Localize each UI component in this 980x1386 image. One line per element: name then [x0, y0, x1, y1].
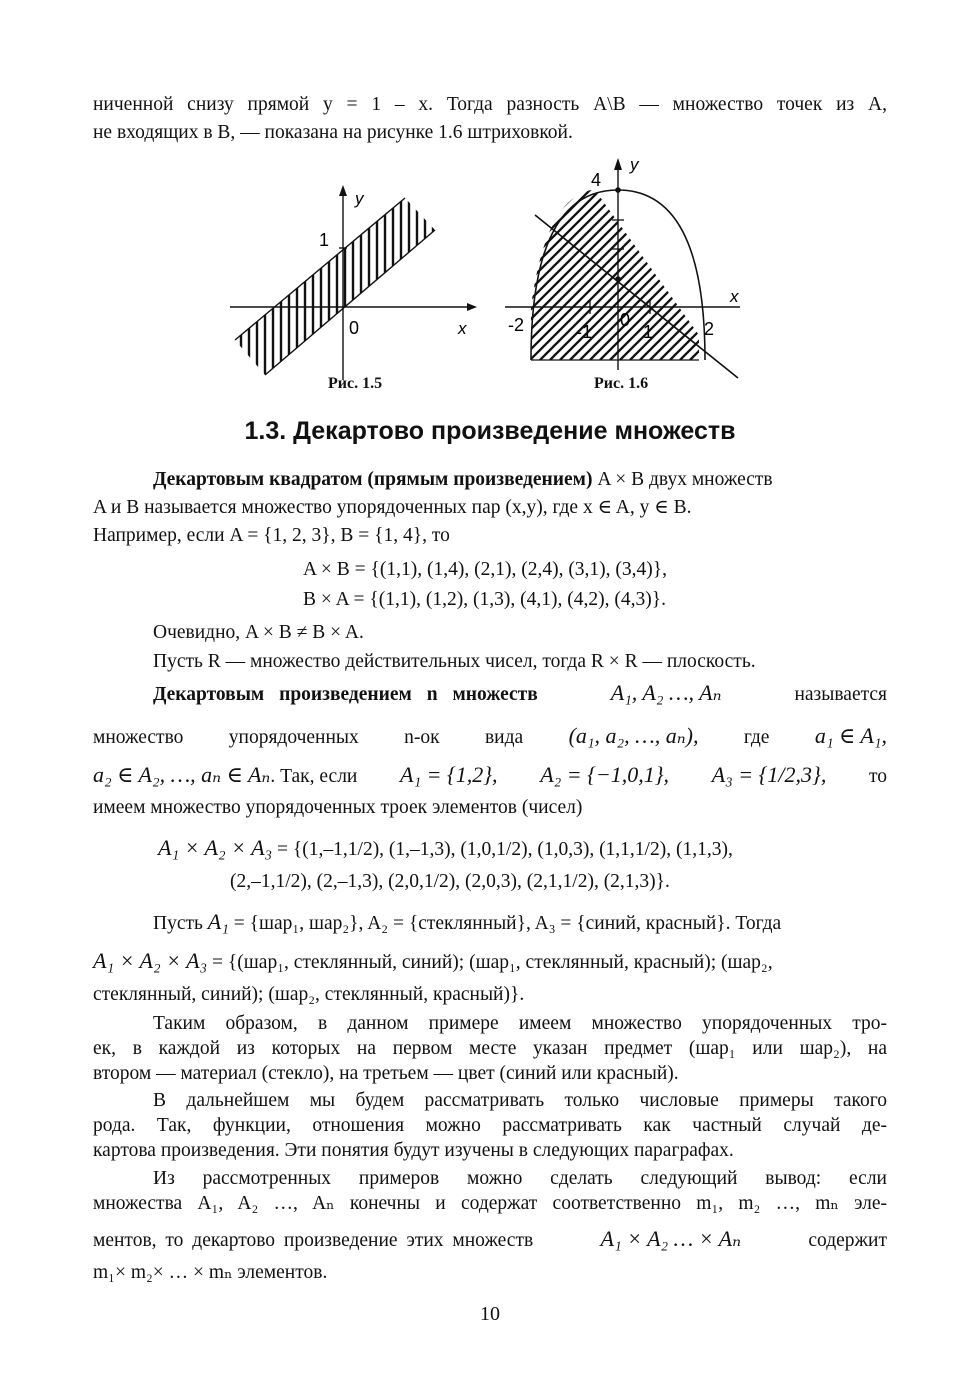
- p5-line-1: [153, 909, 887, 937]
- p4-line-3: [93, 762, 887, 790]
- fig16-origin-label: 0: [620, 310, 631, 330]
- p8-line-3: [93, 1226, 887, 1254]
- fig15-caption: Рис. 1.5: [328, 375, 383, 392]
- fig16-top-label: 4: [591, 170, 602, 190]
- p4-word-d: вида: [484, 727, 524, 748]
- fig16-pos2-label: 2: [704, 319, 715, 339]
- p4-member-1: a₁ ∈ A₁,: [814, 723, 887, 748]
- p1-eq-2: B × A = {(1,1), (1,2), (1,3), (4,1), (4,2), (4,3)}.: [303, 589, 666, 610]
- p6-line-3: втором — материал (стекло), на третьем — цвет (синий или красный).: [93, 1063, 679, 1084]
- p6-line-2: ек, в каждой из которых на первом месте указан предмет (шар₁ или шар₂), на: [93, 1038, 887, 1059]
- p4-line-2: [93, 723, 887, 751]
- p4-set-a3: A₃ = {1/2,3},: [711, 762, 827, 787]
- fig16-caption: Рис. 1.6: [594, 375, 649, 392]
- p4-word-b: упорядоченных: [228, 727, 359, 748]
- p4-word-c: n-ок: [404, 727, 440, 748]
- p4-product: A₁ × A₂ × A₃: [158, 835, 273, 860]
- fig16-pos1-label: 1: [643, 322, 654, 342]
- figure-1-5: [225, 180, 485, 380]
- fig15-origin-label: 0: [349, 318, 360, 338]
- p4-bold-term: Декартовым произведением n множеств: [153, 684, 538, 705]
- p5-product: A₁ × A₂ × A₃: [93, 948, 208, 973]
- p4-then: то: [868, 766, 887, 787]
- p8-line-2: множества A₁, A₂ …, Aₙ конечны и содержат соответственно m₁, m₂ …, mₙ эле-: [93, 1193, 887, 1214]
- p4-eq-1: [158, 835, 858, 863]
- p5-let: Пусть: [153, 913, 203, 934]
- p4-set-a1: A₁ = {1,2},: [400, 762, 498, 787]
- fig16-neg1-label: -1: [576, 322, 593, 342]
- p4-eq-1-text: = {(1,–1,1/2), (1,–1,3), (1,0,1/2), (1,0,3), (1,1,1/2), (1,1,3),: [272, 839, 733, 860]
- p7-line-3: картова произведения. Эти понятия будут изучены в следующих параграфах.: [93, 1140, 734, 1161]
- fig16-neg2-label: -2: [508, 315, 525, 335]
- p5-line-2-rest: = {(шар₁, стеклянный, синий); (шар₁, стеклянный, красный); (шар₂,: [207, 952, 773, 973]
- p1-line-2: A и B называется множество упорядоченных пар (x,y), где x ∈ A, y ∈ B.: [93, 497, 692, 518]
- p4-line-4: имеем множество упорядоченных троек элементов (чисел): [93, 797, 583, 818]
- p7-line-1: В дальнейшем мы будем рассматривать только числовые примеры такого: [153, 1090, 887, 1111]
- p7-line-2: рода. Так, функции, отношения можно рассматривать как частный случай де-: [93, 1115, 887, 1136]
- fig15-tick-label: 1: [319, 230, 330, 250]
- p4-if: . Так, если: [270, 766, 358, 787]
- fig15-x-label: x: [458, 319, 467, 338]
- p4-line-1: [153, 680, 887, 708]
- p1-line-3: Например, если A = {1, 2, 3}, B = {1, 4}, то: [93, 525, 450, 546]
- p4-members: a₂ ∈ A₂, …, aₙ ∈ Aₙ: [93, 762, 271, 787]
- p1-line-1-rest: A × B двух множеств: [592, 469, 773, 490]
- p4-tuple: (a₁, a₂, …, aₙ),: [568, 723, 699, 748]
- p5-line-2: [93, 948, 887, 976]
- fig16-y-label: y: [630, 155, 639, 174]
- p5-a1: A₁: [207, 909, 229, 934]
- intro-line-1: ниченной снизу прямой y = 1 – x. Тогда разность A\B — множество точек из A,: [93, 94, 887, 115]
- p4-sets: A₁, A₂ …, Aₙ: [610, 680, 722, 705]
- fig16-x-label: x: [730, 287, 739, 306]
- p4-word-a: множество: [93, 727, 184, 748]
- p1-eq-1: A × B = {(1,1), (1,4), (2,1), (2,4), (3,1), (3,4)},: [303, 559, 668, 580]
- p5-line-1-rest: = {шар₁, шар₂}, A₂ = {стеклянный}, A₃ = {синий, красный}. Тогда: [228, 913, 782, 934]
- p4-line-1-end: называется: [794, 684, 887, 705]
- p1-line-1: [153, 467, 887, 493]
- p4-word-e: где: [743, 727, 770, 748]
- p3-line: Пусть R — множество действительных чисел, тогда R × R — плоскость.: [153, 651, 756, 672]
- p8-line-4: m₁× m₂× … × mₙ элементов.: [93, 1262, 328, 1283]
- p6-line-1: Таким образом, в данном примере имеем множество упорядоченных тро-: [153, 1013, 887, 1034]
- figure-1-6: [500, 150, 760, 385]
- p4-eq-2: (2,–1,1/2), (2,–1,3), (2,0,1/2), (2,0,3), (2,1,1/2), (2,1,3)}.: [230, 871, 670, 892]
- fig15-y-label: y: [355, 189, 364, 208]
- p2-line: Очевидно, A × B ≠ B × A.: [153, 622, 364, 643]
- p8-line-1: Из рассмотренных примеров можно сделать следующий вывод: если: [153, 1168, 887, 1189]
- p4-set-a2: A₂ = {−1,0,1},: [540, 762, 670, 787]
- p8-line-3-text: ментов, то декартово произведение этих множеств: [93, 1230, 534, 1251]
- p5-line-3: стеклянный, синий); (шар₂, стеклянный, красный)}.: [93, 984, 525, 1005]
- intro-line-2: не входящих в B, — показана на рисунке 1.6 штриховкой.: [93, 122, 573, 143]
- p8-product: A₁ × A₂ … × Aₙ: [600, 1226, 742, 1251]
- section-title: 1.3. Декартово произведение множеств: [244, 417, 736, 445]
- page-number: 10: [480, 1303, 500, 1325]
- p1-bold-term: Декартовым квадратом (прямым произведением): [153, 469, 593, 490]
- p8-contains: содержит: [808, 1230, 887, 1251]
